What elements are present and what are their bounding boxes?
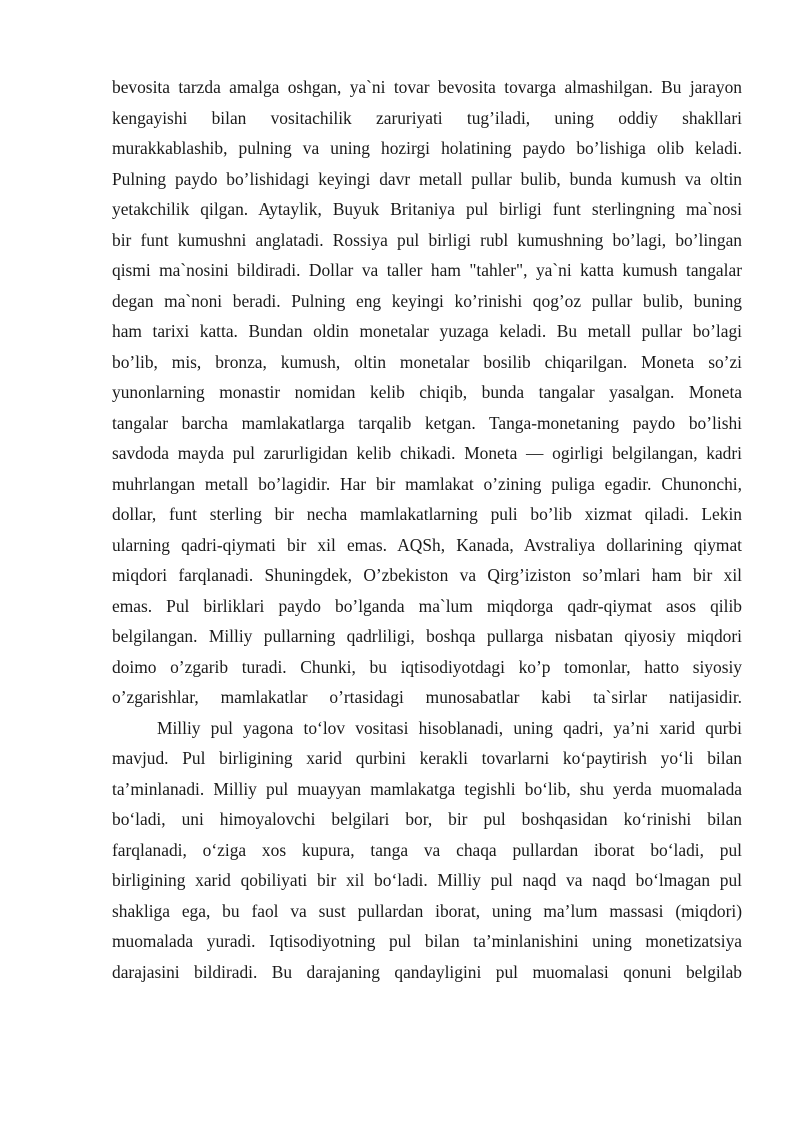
text-line: savdoda mayda pul zarurligidan kelib chikadi. Moneta — ogirligi belgilangan, kadri	[112, 443, 742, 463]
text-line: farqlanadi, o‘ziga xos kupura, tanga va chaqa pullardan iborat bo‘ladi, pul	[112, 839, 742, 860]
text-line: miqdori farqlanadi. Shuningdek, O’zbekiston va Qirg’iziston so’mlari ham bir xil	[112, 565, 742, 585]
paragraph-1	[112, 72, 742, 713]
text-line: doimo o’zgarib turadi. Chunki, bu iqtisodiyotdagi ko’p tomonlar, hatto siyosiy	[112, 656, 742, 677]
text-line: Milliy pul yagona to‘lov vositasi hisoblanadi, uning qadri, ya’ni xarid qurbi	[157, 717, 742, 738]
text-line: ularning qadri-qiymati bir xil emas. AQSh, Kanada, Avstraliya dollarining qiymat	[112, 534, 742, 555]
text-line: muomalada yuradi. Iqtisodiyotning pul bilan ta’minlanishini uning monetizatsiya	[112, 931, 742, 951]
text-line: muhrlangan metall bo’lagidir. Har bir mamlakat o’zining puliga egadir. Chunonchi,	[112, 473, 742, 494]
text-line: shakliga ega, bu faol va sust pullardan iborat, uning ma’lum massasi (miqdori)	[112, 900, 742, 921]
document-body	[112, 72, 742, 987]
text-line: bir funt kumushni anglatadi. Rossiya pul birligi rubl kumushning bo’lagi, bo’lingan	[112, 229, 742, 250]
text-line: ham tarixi katta. Bundan oldin monetalar yuzaga keladi. Bu metall pullar bo’lagi	[112, 321, 742, 341]
text-line: ta’minlanadi. Milliy pul muayyan mamlakatga tegishli bo‘lib, shu yerda muomalada	[112, 778, 742, 799]
text-line: kengayishi bilan vositachilik zaruriyati tug’iladi, uning oddiy shakllari	[112, 107, 742, 128]
text-line: dollar, funt sterling bir necha mamlakatlarning puli bo’lib xizmat qiladi. Lekin	[112, 504, 742, 524]
text-line: emas. Pul birliklari paydo bo’lganda ma`lum miqdorga qadr-qiymat asos qilib	[112, 595, 742, 616]
text-line: birligining xarid qobiliyati bir xil bo‘ladi. Milliy pul naqd va naqd bo‘lmagan pul	[112, 870, 742, 890]
text-line: yetakchilik qilgan. Aytaylik, Buyuk Britaniya pul birligi funt sterlingning ma`nosi	[112, 199, 742, 219]
text-line: belgilangan. Milliy pullarning qadrliligi, boshqa pullarga nisbatan qiyosiy miqdori	[112, 626, 742, 646]
text-line: bo’lib, mis, bronza, kumush, oltin monetalar bosilib chiqarilgan. Moneta so’zi	[112, 351, 742, 372]
paragraph-2	[112, 713, 742, 988]
text-line: murakkablashib, pulning va uning hozirgi holatining paydo bo’lishiga olib keladi.	[112, 138, 742, 158]
text-line: o’zgarishlar, mamlakatlar o’rtasidagi munosabatlar kabi ta`sirlar natijasidir.	[112, 687, 742, 707]
text-line: qismi ma`nosini bildiradi. Dollar va taller ham "tahler", ya`ni katta kumush tangalar	[112, 260, 742, 280]
text-line: tangalar barcha mamlakatlarga tarqalib ketgan. Tanga-monetaning paydo bo’lishi	[112, 412, 742, 433]
text-line: darajasini bildiradi. Bu darajaning qandayligini pul muomalasi qonuni belgilab	[112, 961, 742, 982]
text-line: yunonlarning monastir nomidan kelib chiqib, bunda tangalar yasalgan. Moneta	[112, 382, 742, 402]
text-line: bevosita tarzda amalga oshgan, ya`ni tovar bevosita tovarga almashilgan. Bu jarayon	[112, 77, 742, 97]
text-line: degan ma`noni beradi. Pulning eng keyingi ko’rinishi qog’oz pullar bulib, buning	[112, 290, 742, 311]
text-line: mavjud. Pul birligining xarid qurbini kerakli tovarlarni ko‘paytirish yo‘li bilan	[112, 748, 742, 768]
text-line: bo‘ladi, uni himoyalovchi belgilari bor, bir pul boshqasidan ko‘rinishi bilan	[112, 809, 742, 829]
text-line: Pulning paydo bo’lishidagi keyingi davr metall pullar bulib, bunda kumush va oltin	[112, 168, 742, 189]
